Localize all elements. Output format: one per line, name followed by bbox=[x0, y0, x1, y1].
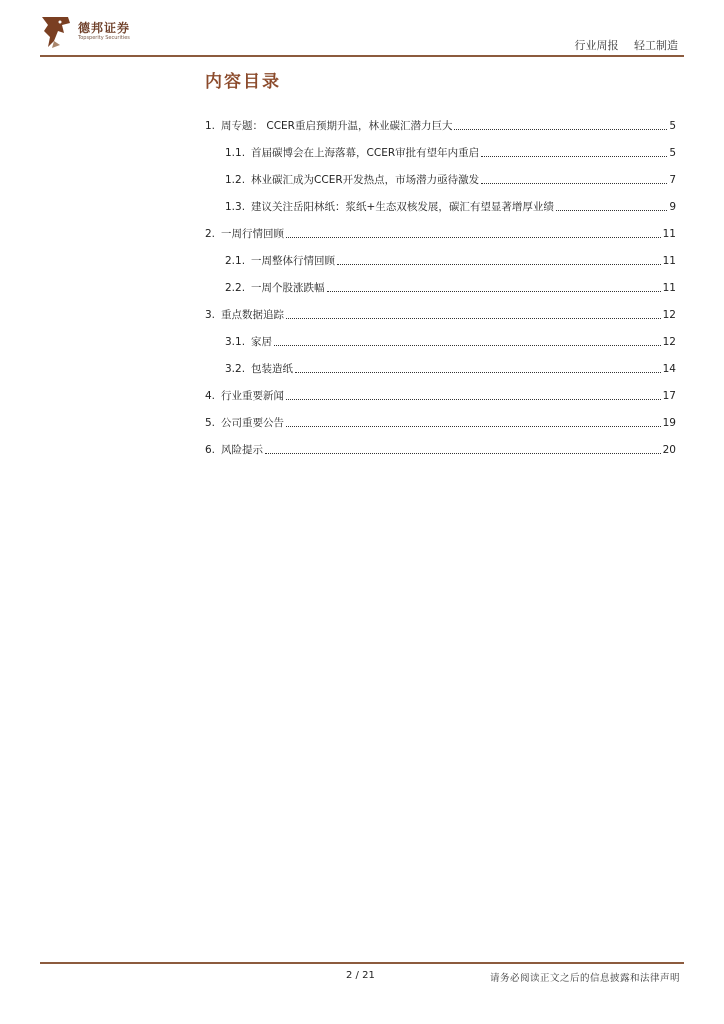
toc-entry-title: 包装造纸 bbox=[251, 363, 294, 375]
toc-leader-dots bbox=[286, 399, 661, 400]
toc-entry-number: 4. bbox=[205, 390, 216, 402]
toc-entry-number: 1.3. bbox=[225, 201, 246, 213]
toc-entry-page: 11 bbox=[662, 255, 676, 267]
toc-entry-title: 一周行情回顾 bbox=[221, 228, 285, 240]
toc-entry[interactable] bbox=[205, 187, 676, 214]
toc-entry-title: 一周个股涨跌幅 bbox=[251, 282, 325, 294]
report-sector: 轻工制造 bbox=[634, 39, 678, 52]
toc-entry[interactable] bbox=[205, 268, 676, 295]
report-type: 行业周报 bbox=[574, 39, 619, 52]
toc-entry-number: 3.1. bbox=[225, 336, 246, 348]
toc-leader-dots bbox=[286, 237, 661, 238]
toc-entry-number: 2. bbox=[205, 228, 216, 240]
toc-entry-number: 6. bbox=[205, 444, 216, 456]
toc-entry-page: 9 bbox=[669, 201, 676, 213]
toc-title: 内容目录 bbox=[205, 72, 281, 92]
toc-entry-number: 1. bbox=[205, 120, 216, 132]
toc-entry-number: 3. bbox=[205, 309, 216, 321]
brand-logo bbox=[40, 15, 160, 49]
toc-entry-title: 一周整体行情回顾 bbox=[251, 255, 336, 267]
header-divider bbox=[40, 55, 684, 57]
toc-leader-dots bbox=[286, 318, 661, 319]
toc-entry-title: 重点数据追踪 bbox=[221, 309, 285, 321]
toc-entry-title: 家居 bbox=[251, 336, 273, 348]
toc-entry-page: 12 bbox=[662, 309, 676, 321]
toc-leader-dots bbox=[327, 291, 661, 292]
brand-name-cn: 德邦证券 bbox=[78, 21, 131, 35]
toc-entry[interactable] bbox=[205, 376, 676, 403]
toc-entry-page: 7 bbox=[669, 174, 676, 186]
toc-leader-dots bbox=[286, 426, 661, 427]
toc-entry-page: 5 bbox=[669, 120, 676, 132]
toc-entry[interactable] bbox=[205, 349, 676, 376]
toc-entry-page: 5 bbox=[669, 147, 676, 159]
toc-entry[interactable] bbox=[205, 322, 676, 349]
footer-divider bbox=[40, 962, 684, 964]
toc-entry-number: 1.1. bbox=[225, 147, 246, 159]
toc-entry[interactable] bbox=[205, 133, 676, 160]
toc-leader-dots bbox=[274, 345, 661, 346]
toc-entry-page: 20 bbox=[662, 444, 676, 456]
toc-entry-title: 周专题： CCER重启预期升温，林业碳汇潜力巨大 bbox=[221, 120, 453, 132]
toc-entry-title: 公司重要公告 bbox=[221, 417, 285, 429]
toc-leader-dots bbox=[556, 210, 667, 211]
toc-entry-page: 17 bbox=[662, 390, 676, 402]
toc-entry-number: 1.2. bbox=[225, 174, 246, 186]
toc-entry-title: 建议关注岳阳林纸：浆纸+生态双核发展，碳汇有望显著增厚业绩 bbox=[251, 201, 554, 213]
brand-name-en: Topsperity Securities bbox=[78, 35, 130, 41]
toc-leader-dots bbox=[337, 264, 661, 265]
toc-entry-number: 5. bbox=[205, 417, 216, 429]
toc-leader-dots bbox=[481, 183, 667, 184]
brand-logo-icon bbox=[40, 15, 72, 49]
toc-entry[interactable] bbox=[205, 241, 676, 268]
toc-entry-title: 行业重要新闻 bbox=[221, 390, 285, 402]
toc-entry[interactable] bbox=[205, 214, 676, 241]
toc-leader-dots bbox=[481, 156, 667, 157]
toc-leader-dots bbox=[295, 372, 661, 373]
report-category bbox=[575, 37, 679, 53]
toc-entry[interactable] bbox=[205, 295, 676, 322]
toc-entry-page: 19 bbox=[662, 417, 676, 429]
legal-disclaimer: 请务必阅读正文之后的信息披露和法律声明 bbox=[489, 973, 680, 984]
toc-leader-dots bbox=[454, 129, 667, 130]
toc-entry[interactable] bbox=[205, 106, 676, 133]
toc-entry[interactable] bbox=[205, 430, 676, 457]
toc-leader-dots bbox=[265, 453, 661, 454]
toc-entry-number: 3.2. bbox=[225, 363, 246, 375]
toc-entry-title: 林业碳汇成为CCER开发热点，市场潜力亟待激发 bbox=[251, 174, 480, 186]
toc-entry-number: 2.1. bbox=[225, 255, 246, 267]
toc-entry[interactable] bbox=[205, 160, 676, 187]
toc-entry-page: 11 bbox=[662, 228, 676, 240]
toc-entry-title: 风险提示 bbox=[221, 444, 264, 456]
toc-entry-title: 首届碳博会在上海落幕，CCER审批有望年内重启 bbox=[251, 147, 480, 159]
toc-entry-page: 11 bbox=[662, 282, 676, 294]
page-number: 2 / 21 bbox=[346, 970, 375, 981]
toc-entry-number: 2.2. bbox=[225, 282, 246, 294]
toc-entry-page: 12 bbox=[662, 336, 676, 348]
table-of-contents bbox=[205, 106, 676, 457]
toc-entry-page: 14 bbox=[662, 363, 676, 375]
toc-entry[interactable] bbox=[205, 403, 676, 430]
